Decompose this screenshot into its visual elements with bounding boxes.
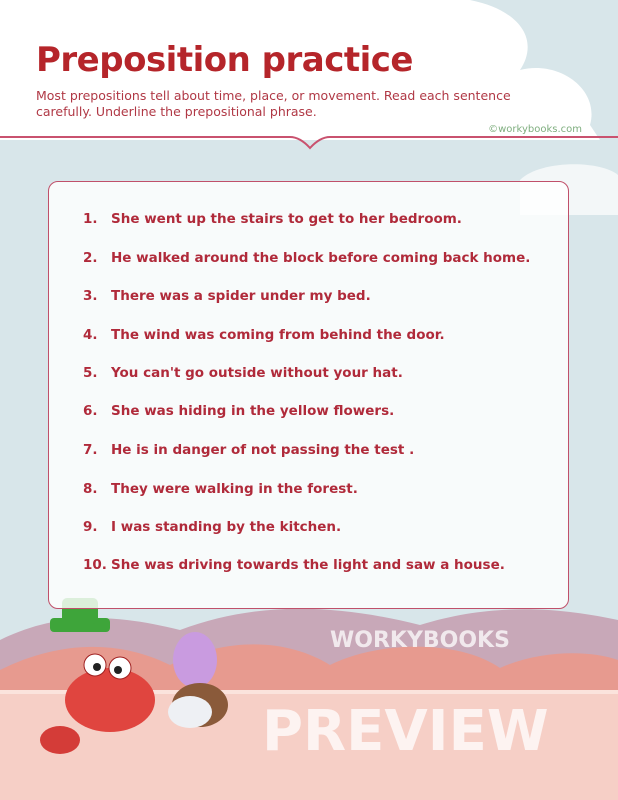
sentence-card	[48, 181, 569, 609]
sentence-text: She was driving towards the light and saw a house.	[111, 557, 505, 573]
sentence-text: They were walking in the forest.	[111, 481, 358, 497]
sentence-text: The wind was coming from behind the door.	[111, 327, 445, 343]
page-title: Preposition practice	[36, 40, 413, 80]
sentence-item: 1. She went up the stairs to get to her bedroom.	[83, 211, 462, 227]
watermark-preview: PREVIEW	[262, 699, 549, 764]
sentence-text: She went up the stairs to get to her bedroom.	[111, 211, 462, 227]
sentence-text: She was hiding in the yellow flowers.	[111, 403, 395, 419]
sentence-item: 3. There was a spider under my bed.	[83, 288, 371, 304]
sentence-text: He is in danger of not passing the test .	[111, 442, 415, 458]
sentence-item: 5. You can't go outside without your hat.	[83, 365, 403, 381]
instructions: Most prepositions tell about time, place, or movement. Read each sentence carefully. Underline the prepositional phrase.	[36, 88, 511, 119]
sentence-item: 4. The wind was coming from behind the door.	[83, 327, 445, 343]
sentence-item: 9. I was standing by the kitchen.	[83, 519, 342, 535]
sentence-item: 10. She was driving towards the light and saw a house.	[83, 557, 505, 573]
sentence-text: I was standing by the kitchen.	[111, 519, 342, 535]
sentence-text: There was a spider under my bed.	[111, 288, 371, 304]
sentence-item: 2. He walked around the block before coming back home.	[83, 250, 531, 266]
sentence-item: 8. They were walking in the forest.	[83, 481, 358, 497]
watermark-brand: WORKYBOOKS	[330, 628, 510, 653]
sentence-text: You can't go outside without your hat.	[111, 365, 403, 381]
copyright: ©workybooks.com	[488, 124, 582, 135]
sentence-text: He walked around the block before coming back home.	[111, 250, 531, 266]
sentence-item: 7. He is in danger of not passing the test .	[83, 442, 415, 458]
sentence-item: 6. She was hiding in the yellow flowers.	[83, 403, 395, 419]
